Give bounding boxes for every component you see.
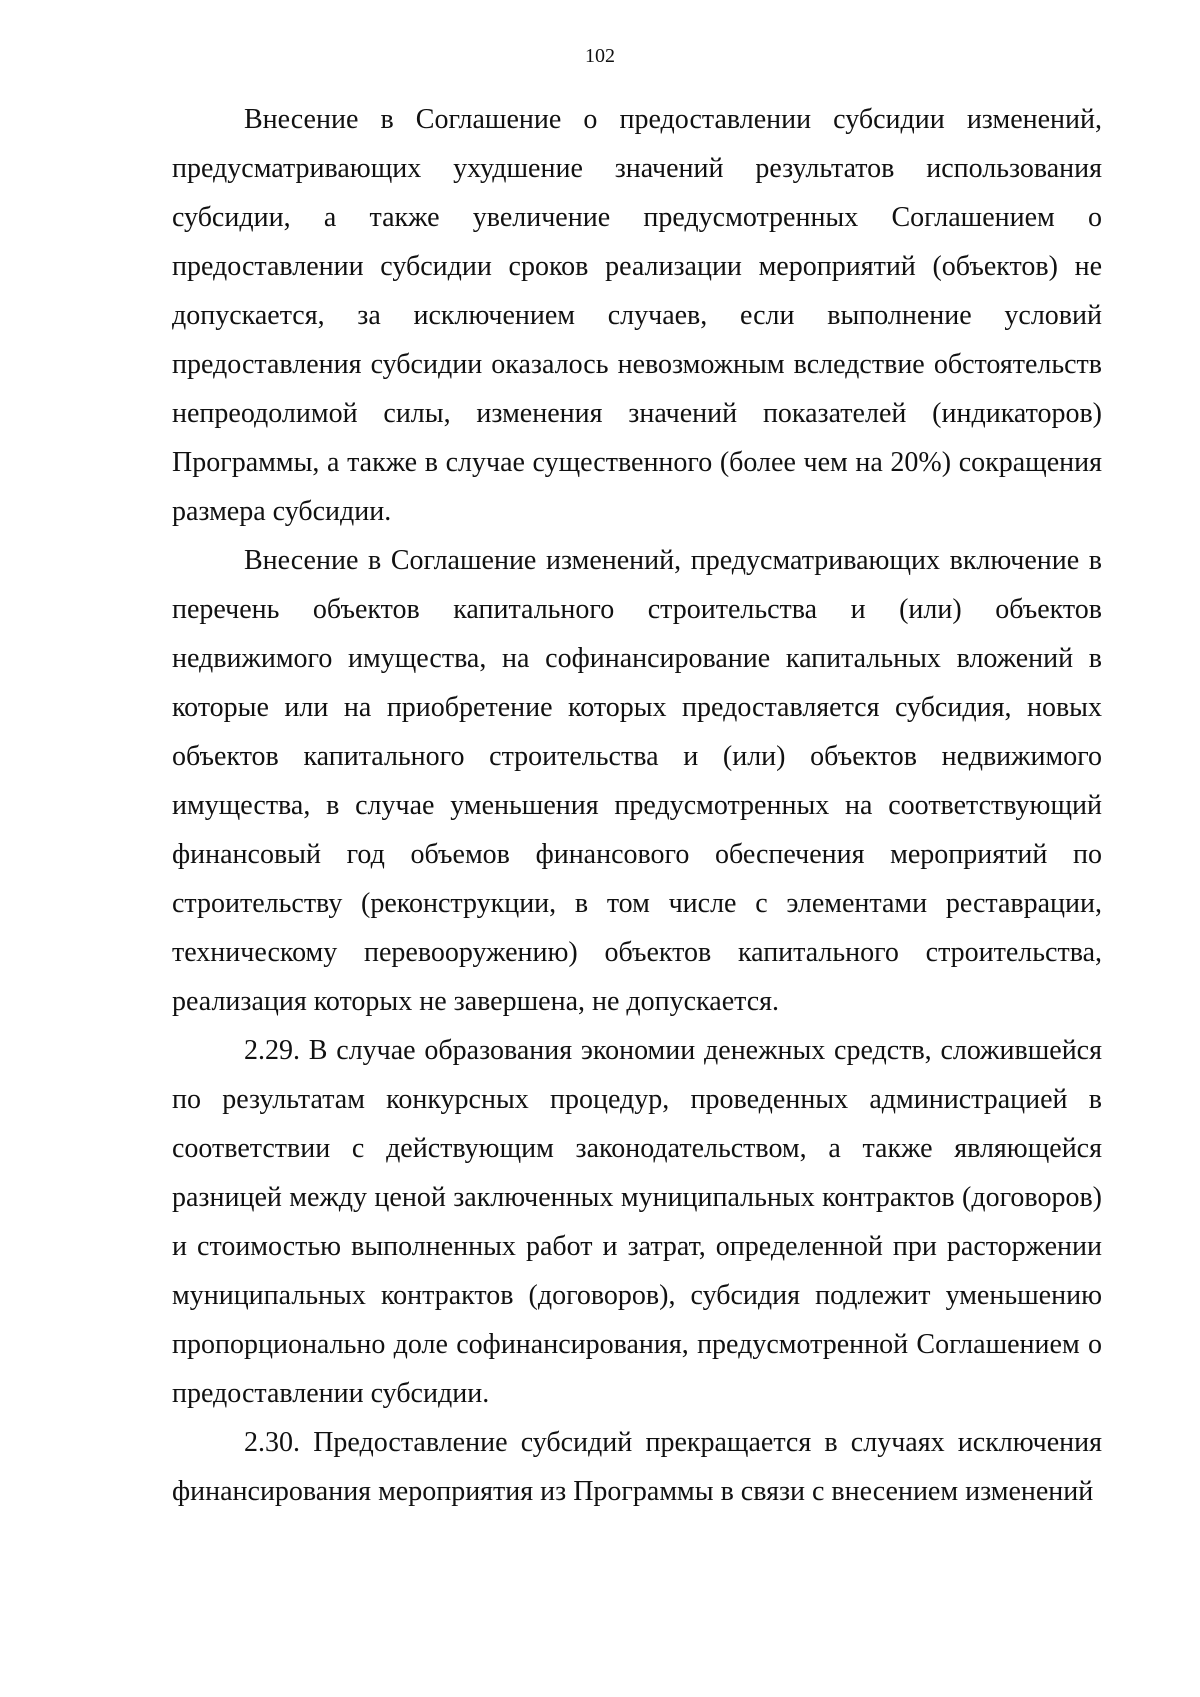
paragraph-amendment-restrictions: Внесение в Соглашение о предоставлении субсидии изменений, предусматривающих ухудшение значений результатов использования субсидии, а также увеличение предусмотренных Соглашением о предоставлении субсидии сроков реализации мероприятий (объектов) не допускается, за исключением случаев, если выполнение условий предоставления субсидии оказалось невозможным вследствие обстоятельств непреодолимой силы, изменения значений показателей (индикаторов) Программы, а также в случае существенного (более чем на 20%) сокращения размера субсидии. <box>172 104 1102 527</box>
page-number: 102 <box>585 45 615 67</box>
paragraph-2-30-termination: 2.30. Предоставление субсидий прекращается в случаях исключения финансирования мероприятия из Программы в связи с внесением изменений <box>172 1427 1102 1507</box>
document-body <box>172 95 1102 1516</box>
paragraph-2-29-savings: 2.29. В случае образования экономии денежных средств, сложившейся по результатам конкурсных процедур, проведенных администрацией в соответствии с действующим законодательством, а также являющейся разницей между ценой заключенных муниципальных контрактов (договоров) и стоимостью выполненных работ и затрат, определенной при расторжении муниципальных контрактов (договоров), субсидия подлежит уменьшению пропорционально доле софинансирования, предусмотренной Соглашением о предоставлении субсидии. <box>172 1035 1102 1409</box>
paragraph-capital-objects: Внесение в Соглашение изменений, предусматривающих включение в перечень объектов капитального строительства и (или) объектов недвижимого имущества, на софинансирование капитальных вложений в которые или на приобретение которых предоставляется субсидия, новых объектов капитального строительства и (или) объектов недвижимого имущества, в случае уменьшения предусмотренных на соответствующий финансовый год объемов финансового обеспечения мероприятий по строительству (реконструкции, в том числе с элементами реставрации, техническому перевооружению) объектов капитального строительства, реализация которых не завершена, не допускается. <box>172 545 1102 1017</box>
